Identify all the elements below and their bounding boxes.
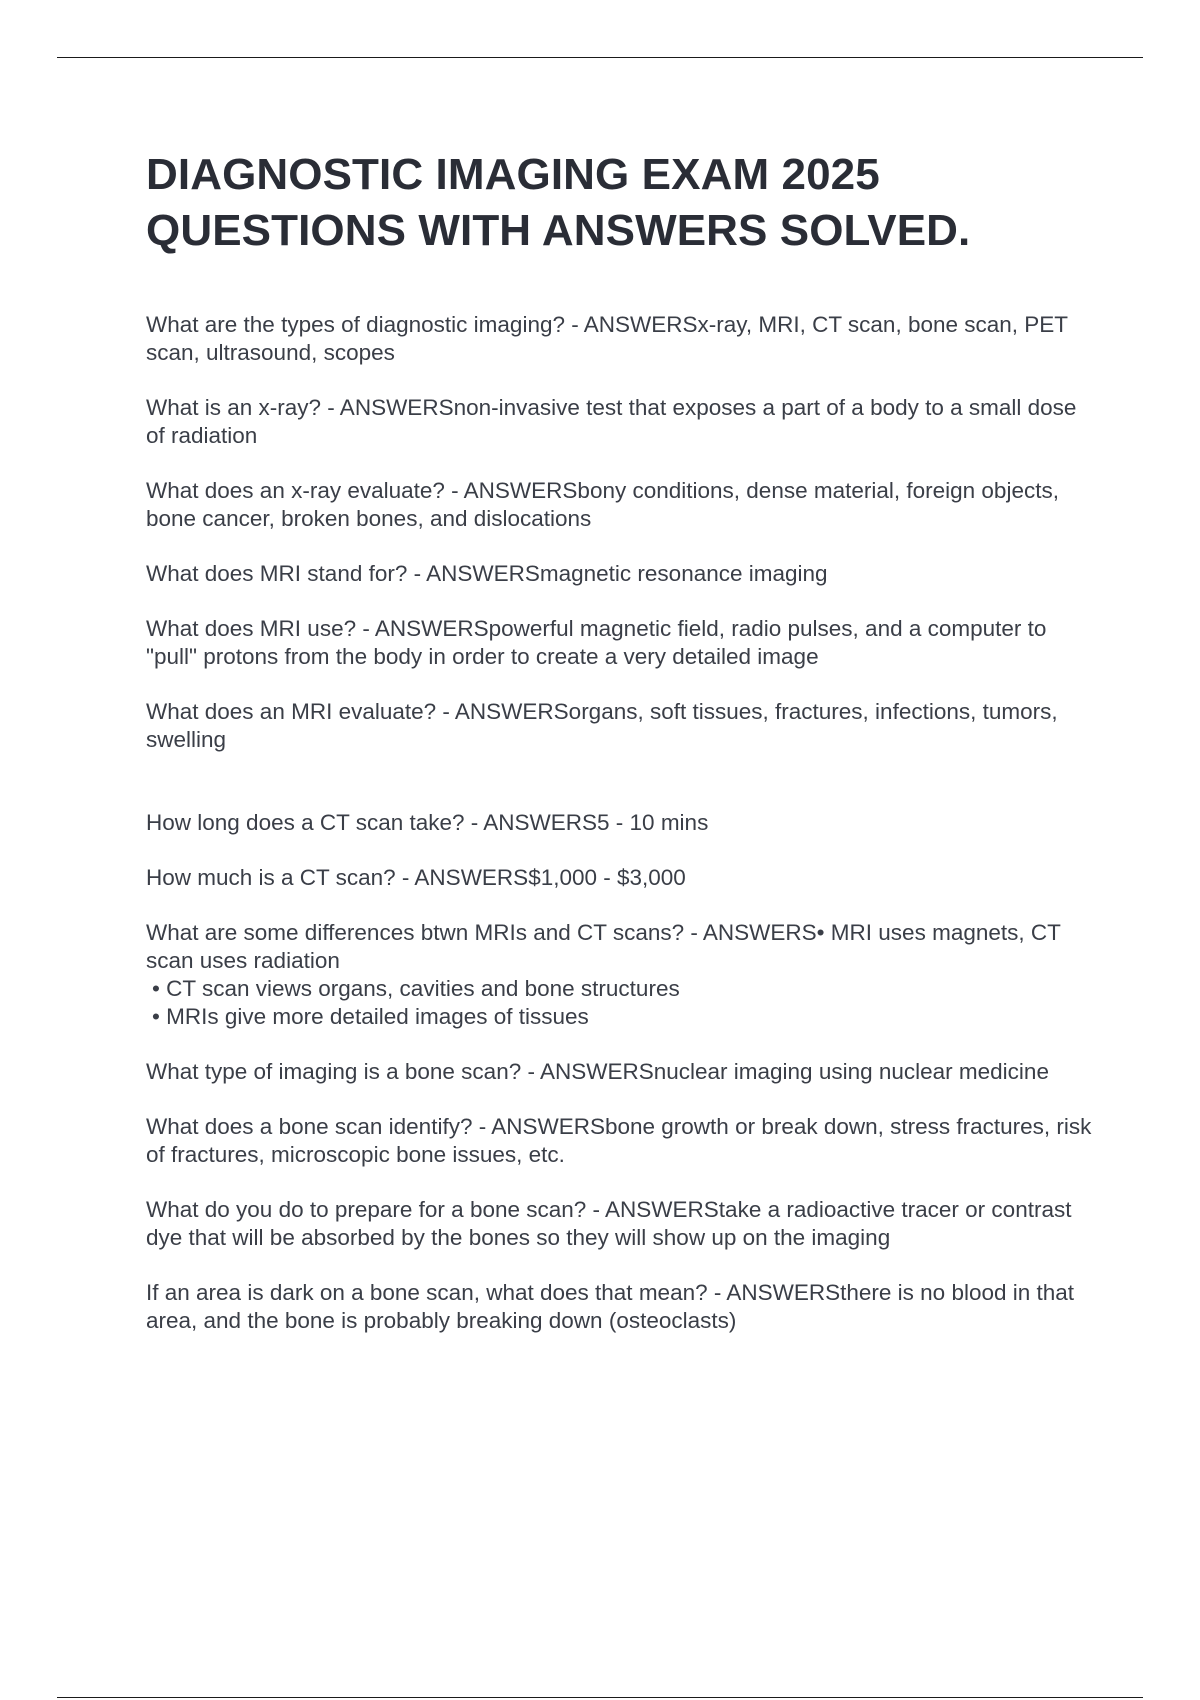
qa-bullet: • MRIs give more detailed images of tissues — [152, 1004, 589, 1029]
qa-item: What does an MRI evaluate? - ANSWERSorgans, soft tissues, fractures, infections, tumors, swelling — [146, 699, 1058, 752]
qa-item: What does MRI use? - ANSWERSpowerful magnetic field, radio pulses, and a computer to "pull" protons from the body in order to create a very detailed image — [146, 616, 1047, 669]
qa-bullet: • CT scan views organs, cavities and bone structures — [152, 976, 680, 1001]
qa-item: What do you do to prepare for a bone scan? - ANSWERStake a radioactive tracer or contrast dye that will be absorbed by the bones so they will show up on the imaging — [146, 1197, 1072, 1250]
qa-item: How long does a CT scan take? - ANSWERS5 - 10 mins — [146, 810, 709, 835]
qa-item: What type of imaging is a bone scan? - ANSWERSnuclear imaging using nuclear medicine — [146, 1059, 1049, 1084]
bottom-divider — [57, 1697, 1143, 1698]
qa-item: What are the types of diagnostic imaging? - ANSWERSx-ray, MRI, CT scan, bone scan, PET scan, ultrasound, scopes — [146, 312, 1068, 365]
qa-item: What does an x-ray evaluate? - ANSWERSbony conditions, dense material, foreign objects, bone cancer, broken bones, and dislocations — [146, 478, 1059, 531]
qa-item: How much is a CT scan? - ANSWERS$1,000 - $3,000 — [146, 865, 686, 890]
qa-item: What does MRI stand for? - ANSWERSmagnetic resonance imaging — [146, 561, 828, 586]
title-line-1: DIAGNOSTIC IMAGING EXAM 2025 — [146, 150, 880, 199]
document-body — [146, 147, 1096, 1362]
qa-item: If an area is dark on a bone scan, what does that mean? - ANSWERSthere is no blood in that area, and the bone is probably breaking down (osteoclasts) — [146, 1280, 1075, 1333]
qa-item-with-bullets — [146, 919, 1096, 1031]
document-title — [146, 147, 1096, 259]
title-line-2: QUESTIONS WITH ANSWERS SOLVED. — [146, 206, 971, 255]
top-divider — [57, 57, 1143, 58]
qa-list — [146, 311, 1096, 1335]
qa-item-text: What are some differences btwn MRIs and CT scans? - ANSWERS• MRI uses magnets, CT scan uses radiation — [146, 920, 1061, 973]
qa-item: What is an x-ray? - ANSWERSnon-invasive test that exposes a part of a body to a small dose of radiation — [146, 395, 1077, 448]
qa-item: What does a bone scan identify? - ANSWERSbone growth or break down, stress fractures, risk of fractures, microscopic bone issues, etc. — [146, 1114, 1092, 1167]
